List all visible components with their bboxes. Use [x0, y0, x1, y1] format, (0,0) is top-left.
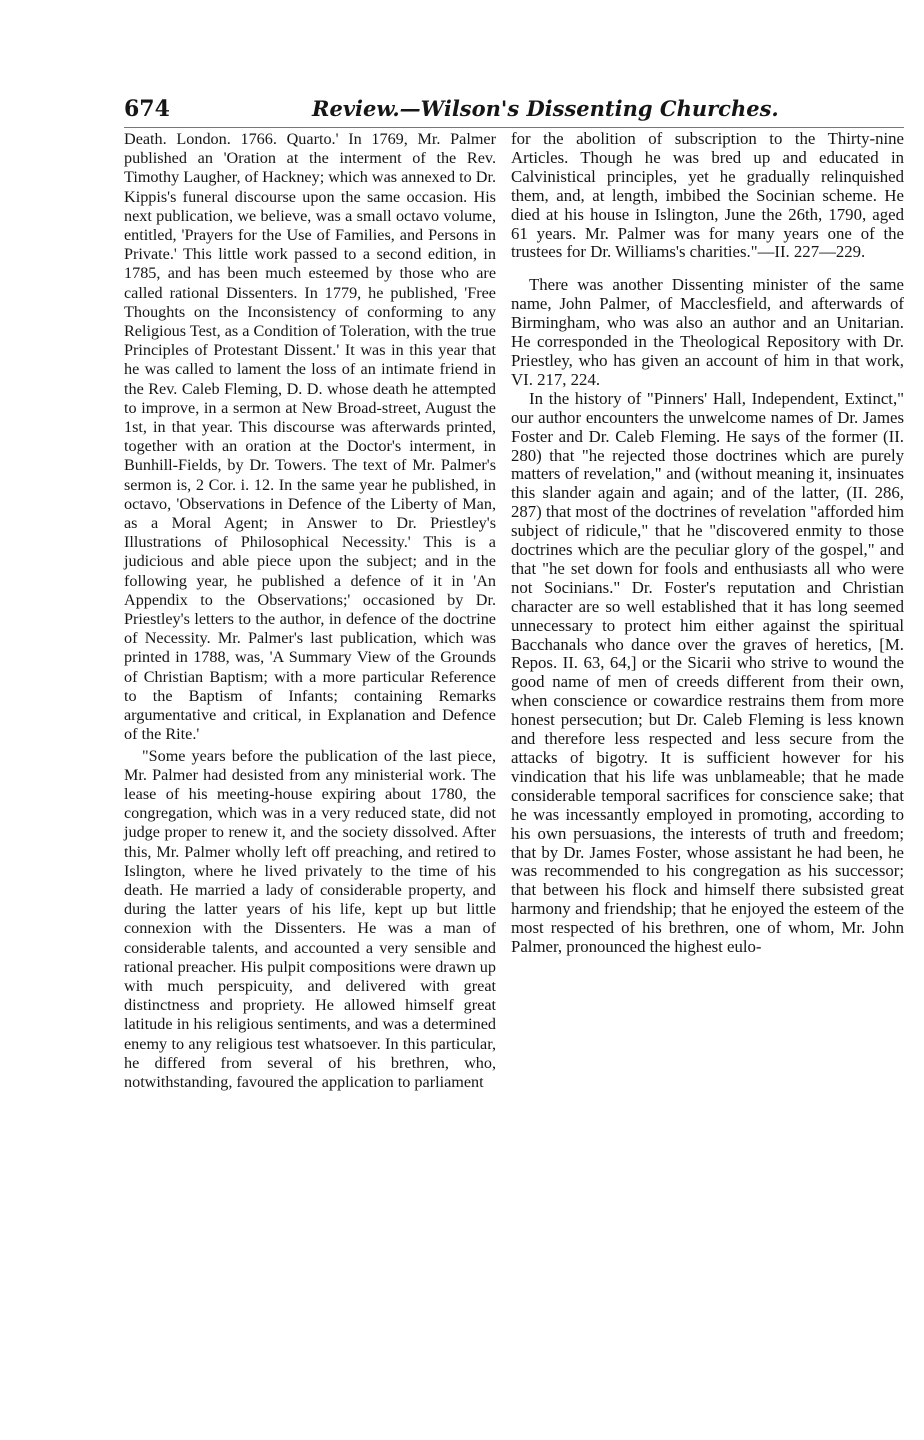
paragraph: for the abolition of subscription to the Thirty-nine Articles. Though he was bred up and educated in Calvinistical principles, yet he gradually relinquished them, and, at length, imbibed the Socinian scheme. He died at his house in Islington, June the 26th, 1790, aged 61 years. Mr. Palmer was for many years one of the trustees for Dr. Williams's charities."—II. 227—229. [511, 129, 904, 262]
running-head: Review.—Wilson's Dissenting Churches. [312, 96, 779, 121]
right-column [511, 130, 904, 957]
paragraph: "Some years before the publication of the last piece, Mr. Palmer had desisted from any ministerial work. The lease of his meeting-house expiring about 1780, the congregation, which was in a very reduced state, did not judge proper to renew it, and the society dissolved. After this, Mr. Palmer wholly left off preaching, and retired to Islington, where he lived privately to the time of his death. He married a lady of considerable property, and during the latter years of his life, kept up but little connexion with the Dissenters. He was a man of considerable talents, and accounted a very sensible and rational preacher. His pulpit compositions were drawn up with much perspicuity, and delivered with great distinctness and propriety. He allowed himself great latitude in his religious sentiments, and was a determined enemy to any religious test whatsoever. In this particular, he differed from several of his brethren, who, notwithstanding, favoured the application to parliament [124, 746, 496, 1091]
page-number: 674 [124, 96, 170, 122]
header-rule [124, 127, 904, 128]
paragraph: There was another Dissenting minister of the same name, John Palmer, of Macclesfield, and afterwards of Birmingham, who was also an author and an Unitarian. He corresponded in the Theological Repository with Dr. Priestley, who has given an account of him in that work, VI. 217, 224. [511, 275, 904, 389]
paragraph: Death. London. 1766. Quarto.' In 1769, Mr. Palmer published an 'Oration at the interment of the Rev. Timothy Laugher, of Hackney; which was annexed to Dr. Kippis's funeral discourse upon the same occasion. His next publication, we believe, was a small octavo volume, entitled, 'Prayers for the Use of Families, and Persons in Private.' This little work passed to a second edition, in 1785, and has been much esteemed by those who are called rational Dissenters. In 1779, he published, 'Free Thoughts on the Inconsistency of conforming to any Religious Test, as a Condition of Toleration, with the true Principles of Protestant Dissent.' It was in this year that he was called to lament the loss of an intimate friend in the Rev. Caleb Fleming, D. D. whose death he attempted to improve, in a sermon at New Broad-street, August the 1st, in that year. This discourse was afterwards printed, together with an oration at the Doctor's interment, in Bunhill-Fields, by Dr. Towers. The text of Mr. Palmer's sermon is, 2 Cor. i. 12. In the same year he published, in octavo, 'Observations in Defence of the Liberty of Man, as a Moral Agent; in Answer to Dr. Priestley's Illustrations of Philosophical Necessity.' This is a judicious and able piece upon the subject; and in the following year, he published a defence of it in 'An Appendix to the Observations;' occasioned by Dr. Priestley's letters to the author, in defence of the doctrine of Necessity. Mr. Palmer's last publication, which was printed in 1788, was, 'A Summary View of the Grounds of Christian Baptism; with a more particular Reference to the Baptism of Infants; containing Remarks argumentative and critical, in Explanation and Defence of the Rite.' [124, 130, 496, 744]
left-column [124, 130, 496, 1092]
paragraph: In the history of "Pinners' Hall, Independent, Extinct," our author encounters the unwelcome names of Dr. James Foster and Dr. Caleb Fleming. He says of the former (II. 280) that "he rejected those doctrines which are purely matters of revelation," and (without meaning it, insinuates this slander again and again; and of the latter, (II. 286, 287) that most of the doctrines of revelation "afforded him subject of ridicule," that he "discovered enmity to those doctrines which are the peculiar glory of the gospel," and that "he set down for fools and enthusiasts all who were not Socinians." Dr. Foster's reputation and Christian character are so well established that it has long seemed unnecessary to protect him either against the spiritual Bacchanals who dance over the graves of heretics, [M. Repos. II. 63, 64,] or the Sicarii who strive to wound the good name of men of creeds different from their own, when conscience or cowardice restrains them from more honest persecution; but Dr. Caleb Fleming is less known and therefore less respected and less secure from the attacks of bigotry. It is sufficient however for his vindication that his life was unblameable; that he made considerable temporal sacrifices for conscience sake; that he was incessantly employed in promoting, according to his own persuasions, the interests of truth and freedom; that by Dr. James Foster, whose assistant he had been, he was recommended to his congregation as his successor; that between his flock and himself there subsisted great harmony and friendship; that he enjoyed the esteem of the most respected of his brethren, one of whom, Mr. John Palmer, pronounced the highest eulo- [511, 388, 904, 957]
